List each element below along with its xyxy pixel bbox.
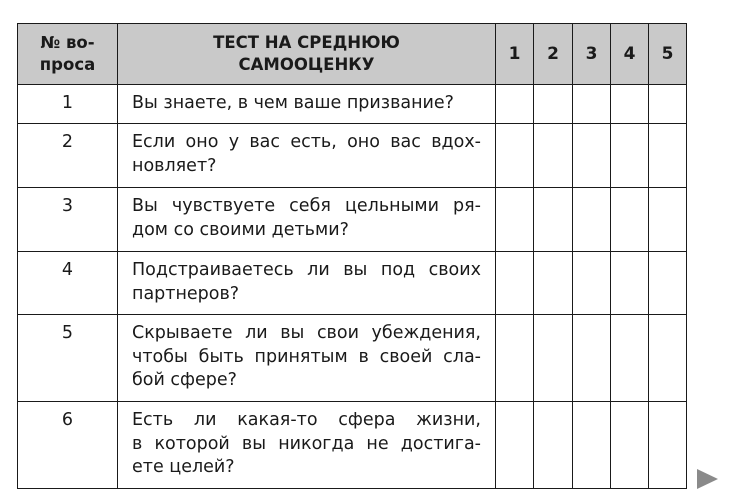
score-cell-3[interactable] [573,402,611,489]
score-cell-2[interactable] [534,188,573,252]
question-text [118,402,496,489]
score-cell-1[interactable] [496,315,534,402]
score-cell-5[interactable] [649,85,687,124]
question-number: 6 [18,402,118,489]
table-row [18,188,687,252]
score-cell-3[interactable] [573,124,611,188]
score-cell-2[interactable] [534,252,573,315]
question-line: в которой вы никогда не достига- [132,433,481,454]
question-line: ете целей? [132,457,235,477]
triangle-right-icon[interactable] [697,469,718,489]
question-text [118,85,496,124]
question-text [118,188,496,252]
score-cell-4[interactable] [611,85,649,124]
question-number: 4 [18,252,118,315]
score-cell-1[interactable] [496,252,534,315]
question-line: Подстраиваетесь ли вы под своих [132,260,481,280]
question-number-header [18,24,118,85]
question-line: новляет? [132,155,217,176]
score-cell-3[interactable] [573,85,611,124]
score-cell-2[interactable] [534,315,573,402]
question-line: Если оно у вас есть, оно вас вдох- [132,132,481,152]
score-cell-3[interactable] [573,188,611,252]
question-line: Есть ли какая-то сфера жизни, [132,410,481,430]
header-line: САМООЦЕНКУ [238,55,375,74]
score-cell-4[interactable] [611,124,649,188]
header-line: проса [39,55,96,74]
score-cell-5[interactable] [649,252,687,315]
table-row [18,85,687,124]
score-header-4: 4 [611,24,649,85]
header-line: ТЕСТ НА СРЕДНЮЮ [213,33,400,52]
score-cell-3[interactable] [573,315,611,402]
table-row [18,124,687,188]
header-row [18,24,687,85]
question-number: 1 [18,85,118,124]
score-cell-1[interactable] [496,188,534,252]
score-cell-5[interactable] [649,315,687,402]
table-row [18,402,687,489]
score-header-2: 2 [534,24,573,85]
score-cell-2[interactable] [534,402,573,489]
question-line: Вы чувствуете себя цельными ря- [132,196,481,216]
score-cell-5[interactable] [649,124,687,188]
question-number: 3 [18,188,118,252]
score-cell-4[interactable] [611,252,649,315]
table-row [18,252,687,315]
score-cell-2[interactable] [534,124,573,188]
question-line: чтобы быть принятым в своей сла- [132,346,481,367]
question-line: Вы знаете, в чем ваше призвание? [132,93,454,113]
score-cell-5[interactable] [649,188,687,252]
score-cell-4[interactable] [611,402,649,489]
test-title-header [118,24,496,85]
question-text [118,315,496,402]
question-line: бой сфере? [132,370,237,390]
score-header-5: 5 [649,24,687,85]
score-cell-3[interactable] [573,252,611,315]
question-number: 5 [18,315,118,402]
score-cell-4[interactable] [611,188,649,252]
score-header-3: 3 [573,24,611,85]
question-text [118,124,496,188]
score-cell-5[interactable] [649,402,687,489]
question-line: Скрываете ли вы свои убеждения, [132,323,481,343]
question-line: партнеров? [132,283,240,304]
question-text [118,252,496,315]
self-esteem-test-table [17,23,687,489]
question-number: 2 [18,124,118,188]
score-cell-4[interactable] [611,315,649,402]
score-header-1: 1 [496,24,534,85]
score-cell-1[interactable] [496,402,534,489]
header-line: № во- [40,33,95,52]
score-cell-1[interactable] [496,124,534,188]
table-row [18,315,687,402]
question-line: дом со своими детьми? [132,219,349,240]
score-cell-1[interactable] [496,85,534,124]
score-cell-2[interactable] [534,85,573,124]
